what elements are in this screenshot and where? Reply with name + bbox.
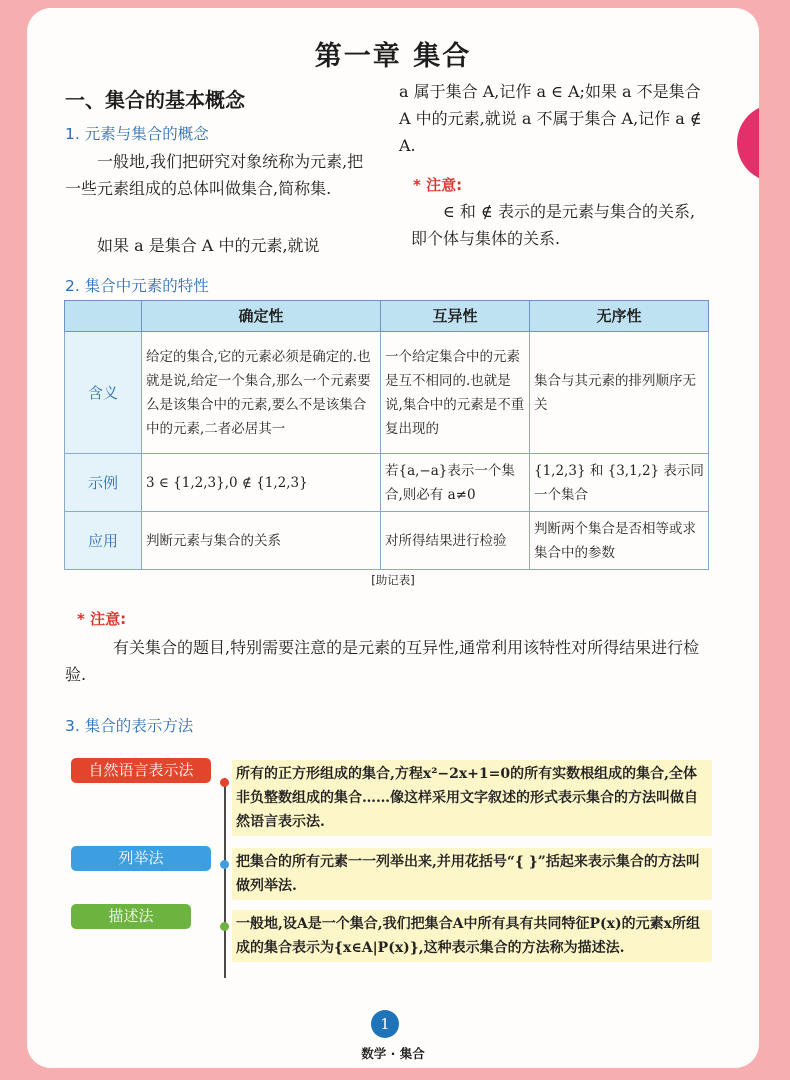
note2-title: * 注意: (77, 610, 127, 628)
table-header-cell (65, 301, 142, 332)
table-header-cell: 互异性 (381, 301, 530, 332)
table-cell: 判断两个集合是否相等或求集合中的参数 (530, 512, 709, 570)
chapter-tab (737, 104, 759, 182)
method-tag-natural-language: 自然语言表示法 (71, 758, 211, 783)
method-text-enumeration: 把集合的所有元素一一列举出来,并用花括号“{ }”括起来表示集合的方法叫做列举法. (232, 848, 712, 900)
table-cell: 若{a,−a}表示一个集合,则必有 a≠0 (381, 454, 530, 512)
page-number-badge: 1 (371, 1010, 399, 1038)
table-cell: 给定的集合,它的元素必须是确定的.也就是说,给定一个集合,那么一个元素要么是该集合中的元素,要么不是该集合中的元素,二者必居其一 (142, 332, 381, 454)
method-tag-description: 描述法 (71, 904, 191, 929)
note1-text: ∈ 和 ∉ 表示的是元素与集合的关系,即个体与集体的关系. (411, 202, 696, 248)
table-row-head: 含义 (65, 332, 142, 454)
chapter-title: 第一章 集合 (314, 41, 472, 72)
section3-title: 3. 集合的表示方法 (65, 717, 194, 735)
table-cell: 3 ∈ {1,2,3},0 ∉ {1,2,3} (142, 454, 381, 512)
table-row (65, 332, 709, 454)
table-cell: 集合与其元素的排列顺序无关 (530, 332, 709, 454)
method-text-description: 一般地,设A是一个集合,我们把集合A中所有具有共同特征P(x)的元素x所组成的集合表示为{x∈A|P(x)},这种表示集合的方法称为描述法. (232, 910, 712, 962)
section1-sub1-title: 1. 元素与集合的概念 (65, 125, 209, 143)
timeline-dot (220, 922, 229, 931)
note2-text: 有关集合的题目,特别需要注意的是元素的互异性,通常利用该特性对所得结果进行检验. (65, 638, 700, 684)
footer-label: 数学 · 集合 (361, 1046, 425, 1061)
timeline-line (224, 778, 226, 978)
table-row (65, 454, 709, 512)
element-properties-table (64, 300, 709, 570)
note1-title: * 注意: (413, 176, 463, 194)
table-caption: [助记表] (371, 573, 415, 587)
method-tag-enumeration: 列举法 (71, 846, 211, 871)
table-row (65, 512, 709, 570)
table-cell: 一个给定集合中的元素是互不相同的.也就是说,集合中的元素是不重复出现的 (381, 332, 530, 454)
table-cell: 对所得结果进行检验 (381, 512, 530, 570)
definition-paragraph: 一般地,我们把研究对象统称为元素,把一些元素组成的总体叫做集合,简称集. (65, 152, 364, 198)
table-cell: 判断元素与集合的关系 (142, 512, 381, 570)
table-header-cell: 无序性 (530, 301, 709, 332)
section2-title: 2. 集合中元素的特性 (65, 277, 209, 295)
table-cell: {1,2,3} 和 {3,1,2} 表示同一个集合 (530, 454, 709, 512)
table-row-head: 应用 (65, 512, 142, 570)
table-header-cell: 确定性 (142, 301, 381, 332)
table-row-head: 示例 (65, 454, 142, 512)
element-paragraph: 如果 a 是集合 A 中的元素,就说 (97, 236, 320, 255)
section1-title: 一、集合的基本概念 (65, 88, 245, 112)
table-header-row (65, 301, 709, 332)
timeline-dot (220, 860, 229, 869)
timeline-dot (220, 778, 229, 787)
belongs-paragraph: a 属于集合 A,记作 a ∈ A;如果 a 不是集合 A 中的元素,就说 a 不属于集合 A,记作 a ∉ A. (399, 82, 702, 155)
method-text-natural-language: 所有的正方形组成的集合,方程x²−2x+1=0的所有实数根组成的集合,全体非负整数组成的集合……像这样采用文字叙述的形式表示集合的方法叫做自然语言表示法. (232, 760, 712, 836)
page (27, 8, 759, 1068)
